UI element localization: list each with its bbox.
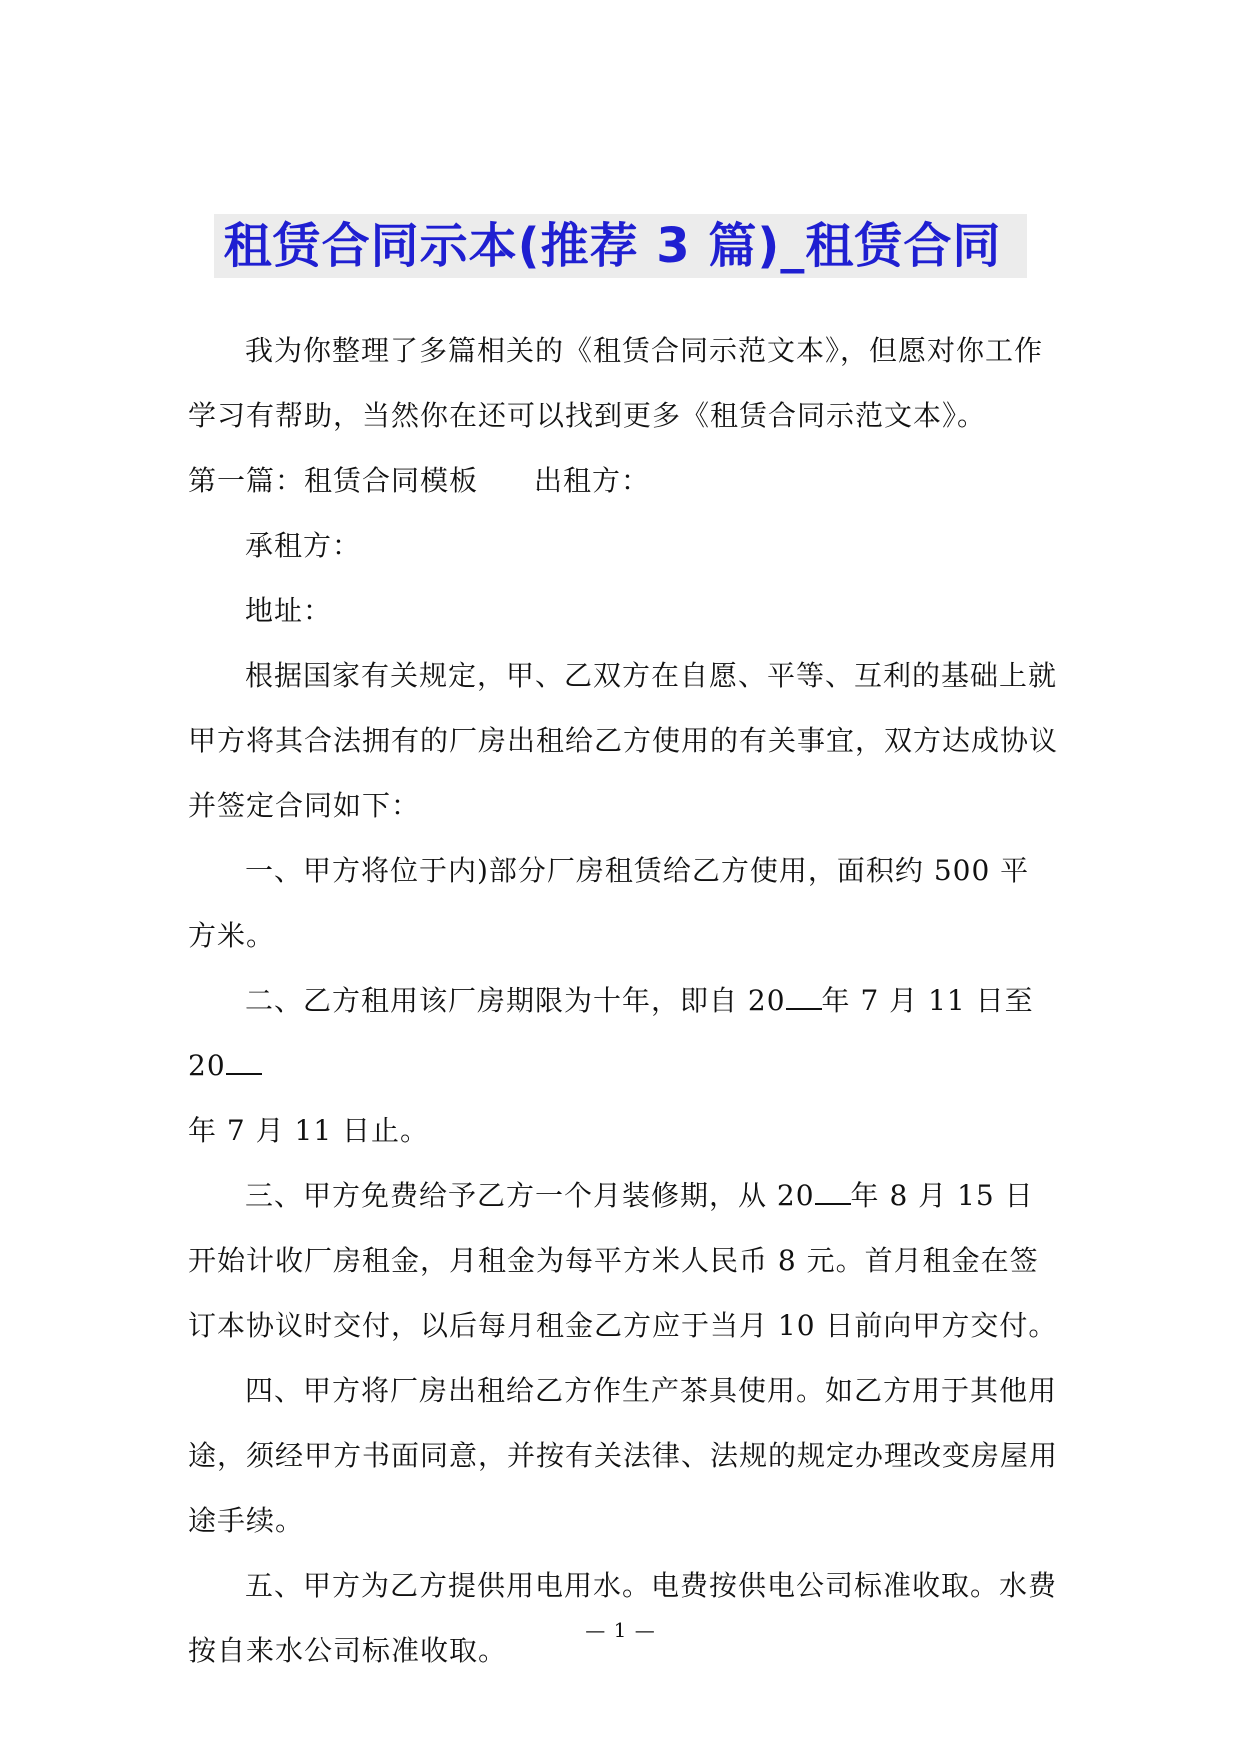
clause-2-part-c: 年 7 月 11 日止。 <box>188 1114 430 1147</box>
clause-3-part-b: 年 8 月 15 日开始计收厂房租金，月租金为每平方米人民币 8 元。首月租金在签订本协议时交付，以后每月租金乙方应于当月 10 日前向甲方交付。 <box>188 1179 1058 1342</box>
clause-2-part-a: 二、乙方租用该厂房期限为十年，即自 20 <box>245 984 786 1017</box>
clause-1: 一、甲方将位于内)部分厂房租赁给乙方使用，面积约 500 平方米。 <box>188 854 1030 952</box>
document-title: 租赁合同示本(推荐 3 篇)_租赁合同 <box>214 214 1028 278</box>
page-number: — 1 — <box>585 1618 656 1642</box>
lessee-label: 承租方： <box>245 529 362 562</box>
document-body <box>188 318 1058 1683</box>
year-blank <box>815 1181 851 1205</box>
preamble-paragraph: 根据国家有关规定，甲、乙双方在自愿、平等、互利的基础上就甲方将其合法拥有的厂房出租给乙方使用的有关事宜，双方达成协议并签定合同如下： <box>188 659 1059 822</box>
clause-5: 五、甲方为乙方提供用电用水。电费按供电公司标准收取。水费按自来水公司标准收取。 <box>188 1569 1058 1667</box>
clause-3-part-a: 三、甲方免费给予乙方一个月装修期，从 20 <box>245 1179 815 1212</box>
title-container <box>0 214 1241 278</box>
clause-2 <box>188 968 1058 1163</box>
address-label: 地址： <box>245 594 333 627</box>
clause-3 <box>188 1163 1058 1358</box>
clause-4: 四、甲方将厂房出租给乙方作生产茶具使用。如乙方用于其他用途，须经甲方书面同意，并按有关法律、法规的规定办理改变房屋用途手续。 <box>188 1374 1059 1537</box>
lessor-label: 出租方： <box>534 464 651 497</box>
section-heading: 第一篇：租赁合同模板 <box>188 464 479 497</box>
year-blank <box>226 1051 262 1075</box>
section-line <box>188 448 1058 513</box>
intro-paragraph: 我为你整理了多篇相关的《租赁合同示范文本》，但愿对你工作学习有帮助，当然你在还可以找到更多《租赁合同示范文本》。 <box>188 334 1044 432</box>
clause-2-part-b: 年 7 月 11 日至 20 <box>188 984 1034 1082</box>
year-blank <box>786 986 822 1010</box>
